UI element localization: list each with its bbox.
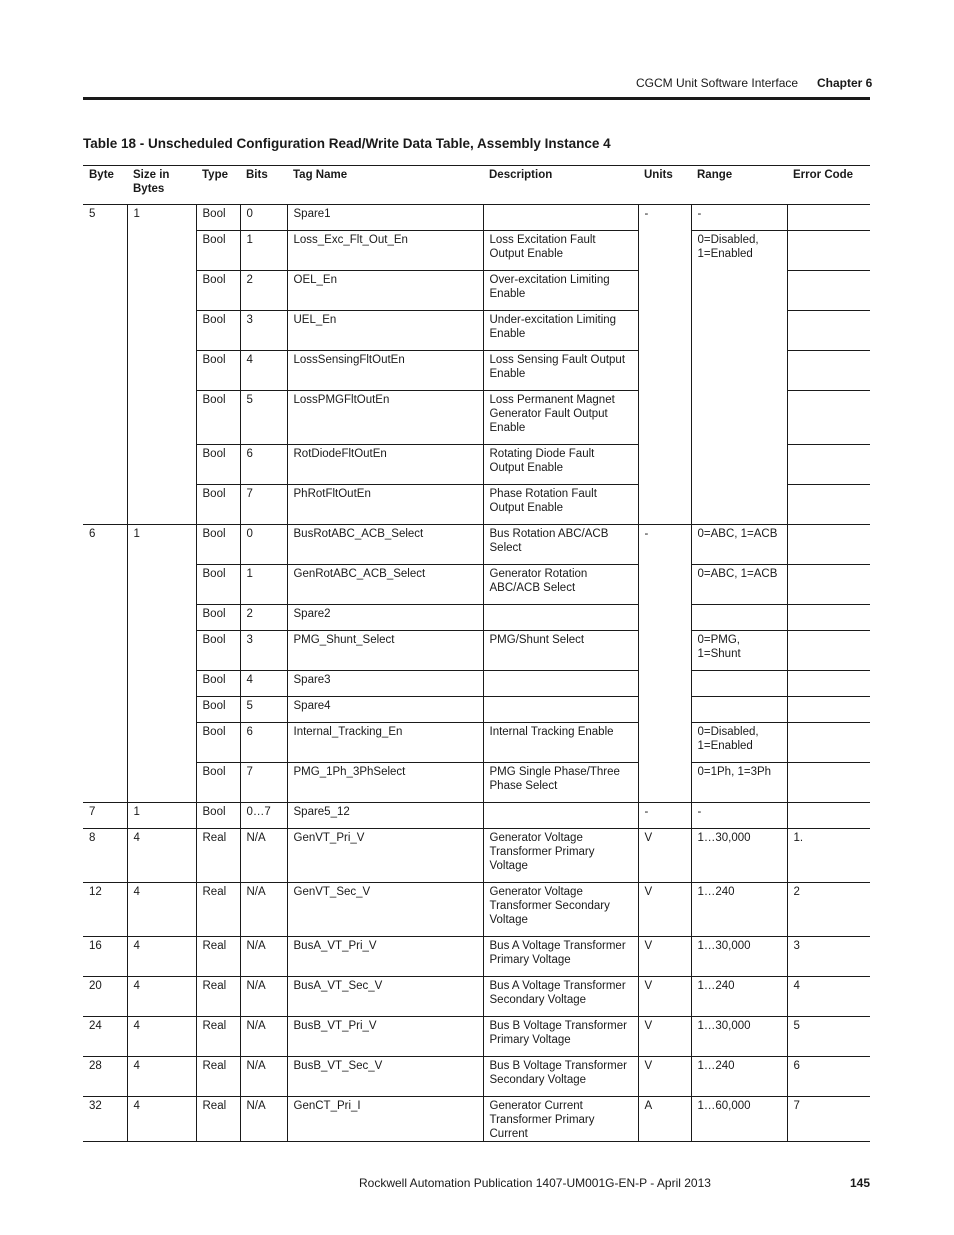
range-cell: 1…30,000 xyxy=(691,937,787,977)
type-cell: Bool xyxy=(196,205,240,231)
tag-cell: Spare1 xyxy=(287,205,483,231)
tag-cell: PMG_1Ph_3PhSelect xyxy=(287,763,483,803)
range-cell: 1…30,000 xyxy=(691,829,787,883)
type-cell: Bool xyxy=(196,565,240,605)
description-cell xyxy=(483,697,638,723)
description-cell xyxy=(483,205,638,231)
description-cell: Loss Sensing Fault Output Enable xyxy=(483,351,638,391)
type-cell: Real xyxy=(196,1057,240,1097)
type-cell: Bool xyxy=(196,445,240,485)
range-cell: 0=PMG, 1=Shunt xyxy=(691,631,787,671)
bits-cell: N/A xyxy=(240,937,287,977)
range-cell xyxy=(691,605,787,631)
type-cell: Real xyxy=(196,937,240,977)
tag-cell: BusA_VT_Pri_V xyxy=(287,937,483,977)
running-header-section: CGCM Unit Software Interface xyxy=(636,76,799,90)
type-cell: Bool xyxy=(196,271,240,311)
bits-cell: 4 xyxy=(240,671,287,697)
range-cell: 1…240 xyxy=(691,1057,787,1097)
error-cell: 1. xyxy=(787,829,870,883)
col-header-error-code: Error Code xyxy=(787,166,870,205)
error-cell xyxy=(787,311,870,351)
error-cell xyxy=(787,205,870,231)
table-row xyxy=(83,803,870,829)
tag-cell: RotDiodeFltOutEn xyxy=(287,445,483,485)
description-cell: Internal Tracking Enable xyxy=(483,723,638,763)
bits-cell: N/A xyxy=(240,829,287,883)
table-title: Table 18 - Unscheduled Configuration Read/Write Data Table, Assembly Instance 4 xyxy=(83,136,611,151)
bits-cell: 5 xyxy=(240,391,287,445)
description-cell: Generator Voltage Transformer Secondary Voltage xyxy=(483,883,638,937)
bits-cell: 3 xyxy=(240,311,287,351)
error-cell xyxy=(787,697,870,723)
bits-cell: 6 xyxy=(240,723,287,763)
description-cell: PMG Single Phase/Three Phase Select xyxy=(483,763,638,803)
error-cell xyxy=(787,671,870,697)
range-cell: 1…240 xyxy=(691,883,787,937)
bits-cell: 7 xyxy=(240,763,287,803)
range-cell: - xyxy=(691,205,787,231)
description-cell xyxy=(483,605,638,631)
description-cell: PMG/Shunt Select xyxy=(483,631,638,671)
error-cell: 4 xyxy=(787,977,870,1017)
description-cell: Over-excitation Limiting Enable xyxy=(483,271,638,311)
bits-cell: N/A xyxy=(240,1057,287,1097)
tag-cell: GenVT_Pri_V xyxy=(287,829,483,883)
tag-cell: GenRotABC_ACB_Select xyxy=(287,565,483,605)
units-cell: V xyxy=(638,829,691,883)
data-table xyxy=(83,165,870,1142)
units-cell: V xyxy=(638,1057,691,1097)
type-cell: Bool xyxy=(196,803,240,829)
size-cell: 4 xyxy=(127,1097,196,1142)
table-row xyxy=(83,671,870,697)
description-cell: Generator Voltage Transformer Primary Voltage xyxy=(483,829,638,883)
range-cell: 0=Disabled, 1=Enabled xyxy=(691,723,787,763)
size-cell: 4 xyxy=(127,883,196,937)
tag-cell: GenCT_Pri_I xyxy=(287,1097,483,1142)
type-cell: Real xyxy=(196,1097,240,1142)
header-rule xyxy=(83,97,870,100)
col-header-units: Units xyxy=(638,166,691,205)
tag-cell: UEL_En xyxy=(287,311,483,351)
size-cell: 1 xyxy=(127,525,196,803)
byte-cell: 8 xyxy=(83,829,127,883)
error-cell xyxy=(787,271,870,311)
error-cell xyxy=(787,631,870,671)
error-cell xyxy=(787,803,870,829)
units-cell: V xyxy=(638,937,691,977)
description-cell: Bus B Voltage Transformer Secondary Voltage xyxy=(483,1057,638,1097)
range-cell: 1…60,000 xyxy=(691,1097,787,1142)
error-cell xyxy=(787,485,870,525)
bits-cell: 2 xyxy=(240,271,287,311)
table-row xyxy=(83,829,870,883)
size-cell: 4 xyxy=(127,1017,196,1057)
byte-cell: 32 xyxy=(83,1097,127,1142)
error-cell xyxy=(787,445,870,485)
bits-cell: N/A xyxy=(240,977,287,1017)
table-row xyxy=(83,937,870,977)
description-cell: Bus B Voltage Transformer Primary Voltage xyxy=(483,1017,638,1057)
tag-cell: LossPMGFltOutEn xyxy=(287,391,483,445)
table-header-row xyxy=(83,166,870,205)
size-cell: 4 xyxy=(127,1057,196,1097)
type-cell: Bool xyxy=(196,525,240,565)
units-cell: - xyxy=(638,803,691,829)
byte-cell: 7 xyxy=(83,803,127,829)
error-cell: 3 xyxy=(787,937,870,977)
range-cell: 1…240 xyxy=(691,977,787,1017)
tag-cell: Spare2 xyxy=(287,605,483,631)
table-row xyxy=(83,1017,870,1057)
byte-cell: 12 xyxy=(83,883,127,937)
units-cell: - xyxy=(638,525,691,803)
tag-cell: Spare3 xyxy=(287,671,483,697)
table-row xyxy=(83,205,870,231)
size-cell: 4 xyxy=(127,829,196,883)
byte-cell: 6 xyxy=(83,525,127,803)
bits-cell: N/A xyxy=(240,1097,287,1142)
bits-cell: 1 xyxy=(240,565,287,605)
type-cell: Real xyxy=(196,977,240,1017)
description-cell: Generator Current Transformer Primary Current xyxy=(483,1097,638,1142)
size-cell: 1 xyxy=(127,205,196,525)
bits-cell: 7 xyxy=(240,485,287,525)
description-cell: Under-excitation Limiting Enable xyxy=(483,311,638,351)
type-cell: Bool xyxy=(196,485,240,525)
units-cell: A xyxy=(638,1097,691,1142)
error-cell: 5 xyxy=(787,1017,870,1057)
type-cell: Bool xyxy=(196,391,240,445)
table-row xyxy=(83,231,870,271)
description-cell: Loss Permanent Magnet Generator Fault Output Enable xyxy=(483,391,638,445)
byte-cell: 20 xyxy=(83,977,127,1017)
error-cell xyxy=(787,525,870,565)
type-cell: Real xyxy=(196,829,240,883)
table-row xyxy=(83,525,870,565)
description-cell: Phase Rotation Fault Output Enable xyxy=(483,485,638,525)
units-cell: V xyxy=(638,1017,691,1057)
tag-cell: BusRotABC_ACB_Select xyxy=(287,525,483,565)
type-cell: Bool xyxy=(196,605,240,631)
table-row xyxy=(83,723,870,763)
col-header-bits: Bits xyxy=(240,166,287,205)
tag-cell: Spare4 xyxy=(287,697,483,723)
table-row xyxy=(83,763,870,803)
size-cell: 4 xyxy=(127,937,196,977)
error-cell xyxy=(787,351,870,391)
type-cell: Bool xyxy=(196,671,240,697)
units-cell: V xyxy=(638,883,691,937)
error-cell: 2 xyxy=(787,883,870,937)
byte-cell: 28 xyxy=(83,1057,127,1097)
table-row xyxy=(83,1097,870,1142)
size-cell: 1 xyxy=(127,803,196,829)
col-header-range: Range xyxy=(691,166,787,205)
type-cell: Bool xyxy=(196,351,240,391)
table-row xyxy=(83,605,870,631)
tag-cell: BusB_VT_Sec_V xyxy=(287,1057,483,1097)
error-cell xyxy=(787,763,870,803)
table-row xyxy=(83,977,870,1017)
byte-cell: 16 xyxy=(83,937,127,977)
footer-publication: Rockwell Automation Publication 1407-UM001G-EN-P - April 2013 xyxy=(359,1176,711,1190)
type-cell: Bool xyxy=(196,697,240,723)
error-cell: 6 xyxy=(787,1057,870,1097)
bits-cell: 5 xyxy=(240,697,287,723)
tag-cell: Internal_Tracking_En xyxy=(287,723,483,763)
range-cell: - xyxy=(691,803,787,829)
col-header-byte: Byte xyxy=(83,166,127,205)
bits-cell: 1 xyxy=(240,231,287,271)
description-cell: Loss Excitation Fault Output Enable xyxy=(483,231,638,271)
error-cell xyxy=(787,605,870,631)
units-cell: - xyxy=(638,205,691,525)
range-cell: 0=Disabled, 1=Enabled xyxy=(691,231,787,525)
bits-cell: 4 xyxy=(240,351,287,391)
type-cell: Bool xyxy=(196,631,240,671)
type-cell: Real xyxy=(196,1017,240,1057)
tag-cell: PMG_Shunt_Select xyxy=(287,631,483,671)
table-row xyxy=(83,697,870,723)
type-cell: Bool xyxy=(196,231,240,271)
bits-cell: 2 xyxy=(240,605,287,631)
error-cell xyxy=(787,565,870,605)
error-cell xyxy=(787,391,870,445)
type-cell: Bool xyxy=(196,723,240,763)
col-header-tag-name: Tag Name xyxy=(287,166,483,205)
page-number: 145 xyxy=(850,1176,871,1190)
description-cell xyxy=(483,803,638,829)
table-row xyxy=(83,565,870,605)
error-cell xyxy=(787,231,870,271)
bits-cell: 0 xyxy=(240,525,287,565)
error-cell xyxy=(787,723,870,763)
tag-cell: PhRotFltOutEn xyxy=(287,485,483,525)
range-cell: 0=1Ph, 1=3Ph xyxy=(691,763,787,803)
type-cell: Bool xyxy=(196,311,240,351)
bits-cell: N/A xyxy=(240,883,287,937)
bits-cell: N/A xyxy=(240,1017,287,1057)
range-cell: 1…30,000 xyxy=(691,1017,787,1057)
description-cell: Rotating Diode Fault Output Enable xyxy=(483,445,638,485)
tag-cell: BusA_VT_Sec_V xyxy=(287,977,483,1017)
description-cell xyxy=(483,671,638,697)
range-cell xyxy=(691,671,787,697)
tag-cell: GenVT_Sec_V xyxy=(287,883,483,937)
tag-cell: Loss_Exc_Flt_Out_En xyxy=(287,231,483,271)
description-cell: Bus Rotation ABC/ACB Select xyxy=(483,525,638,565)
byte-cell: 24 xyxy=(83,1017,127,1057)
error-cell: 7 xyxy=(787,1097,870,1142)
bits-cell: 6 xyxy=(240,445,287,485)
running-header-chapter: Chapter 6 xyxy=(817,76,873,90)
range-cell: 0=ABC, 1=ACB xyxy=(691,565,787,605)
size-cell: 4 xyxy=(127,977,196,1017)
range-cell: 0=ABC, 1=ACB xyxy=(691,525,787,565)
tag-cell: OEL_En xyxy=(287,271,483,311)
bits-cell: 0 xyxy=(240,205,287,231)
tag-cell: Spare5_12 xyxy=(287,803,483,829)
description-cell: Generator Rotation ABC/ACB Select xyxy=(483,565,638,605)
range-cell xyxy=(691,697,787,723)
col-header-type: Type xyxy=(196,166,240,205)
description-cell: Bus A Voltage Transformer Secondary Voltage xyxy=(483,977,638,1017)
byte-cell: 5 xyxy=(83,205,127,525)
table-row xyxy=(83,1057,870,1097)
type-cell: Bool xyxy=(196,763,240,803)
table-row xyxy=(83,631,870,671)
tag-cell: LossSensingFltOutEn xyxy=(287,351,483,391)
units-cell: V xyxy=(638,977,691,1017)
type-cell: Real xyxy=(196,883,240,937)
table-row xyxy=(83,883,870,937)
col-header-description: Description xyxy=(483,166,638,205)
bits-cell: 3 xyxy=(240,631,287,671)
tag-cell: BusB_VT_Pri_V xyxy=(287,1017,483,1057)
col-header-size: Size in Bytes xyxy=(127,166,196,205)
bits-cell: 0…7 xyxy=(240,803,287,829)
description-cell: Bus A Voltage Transformer Primary Voltage xyxy=(483,937,638,977)
